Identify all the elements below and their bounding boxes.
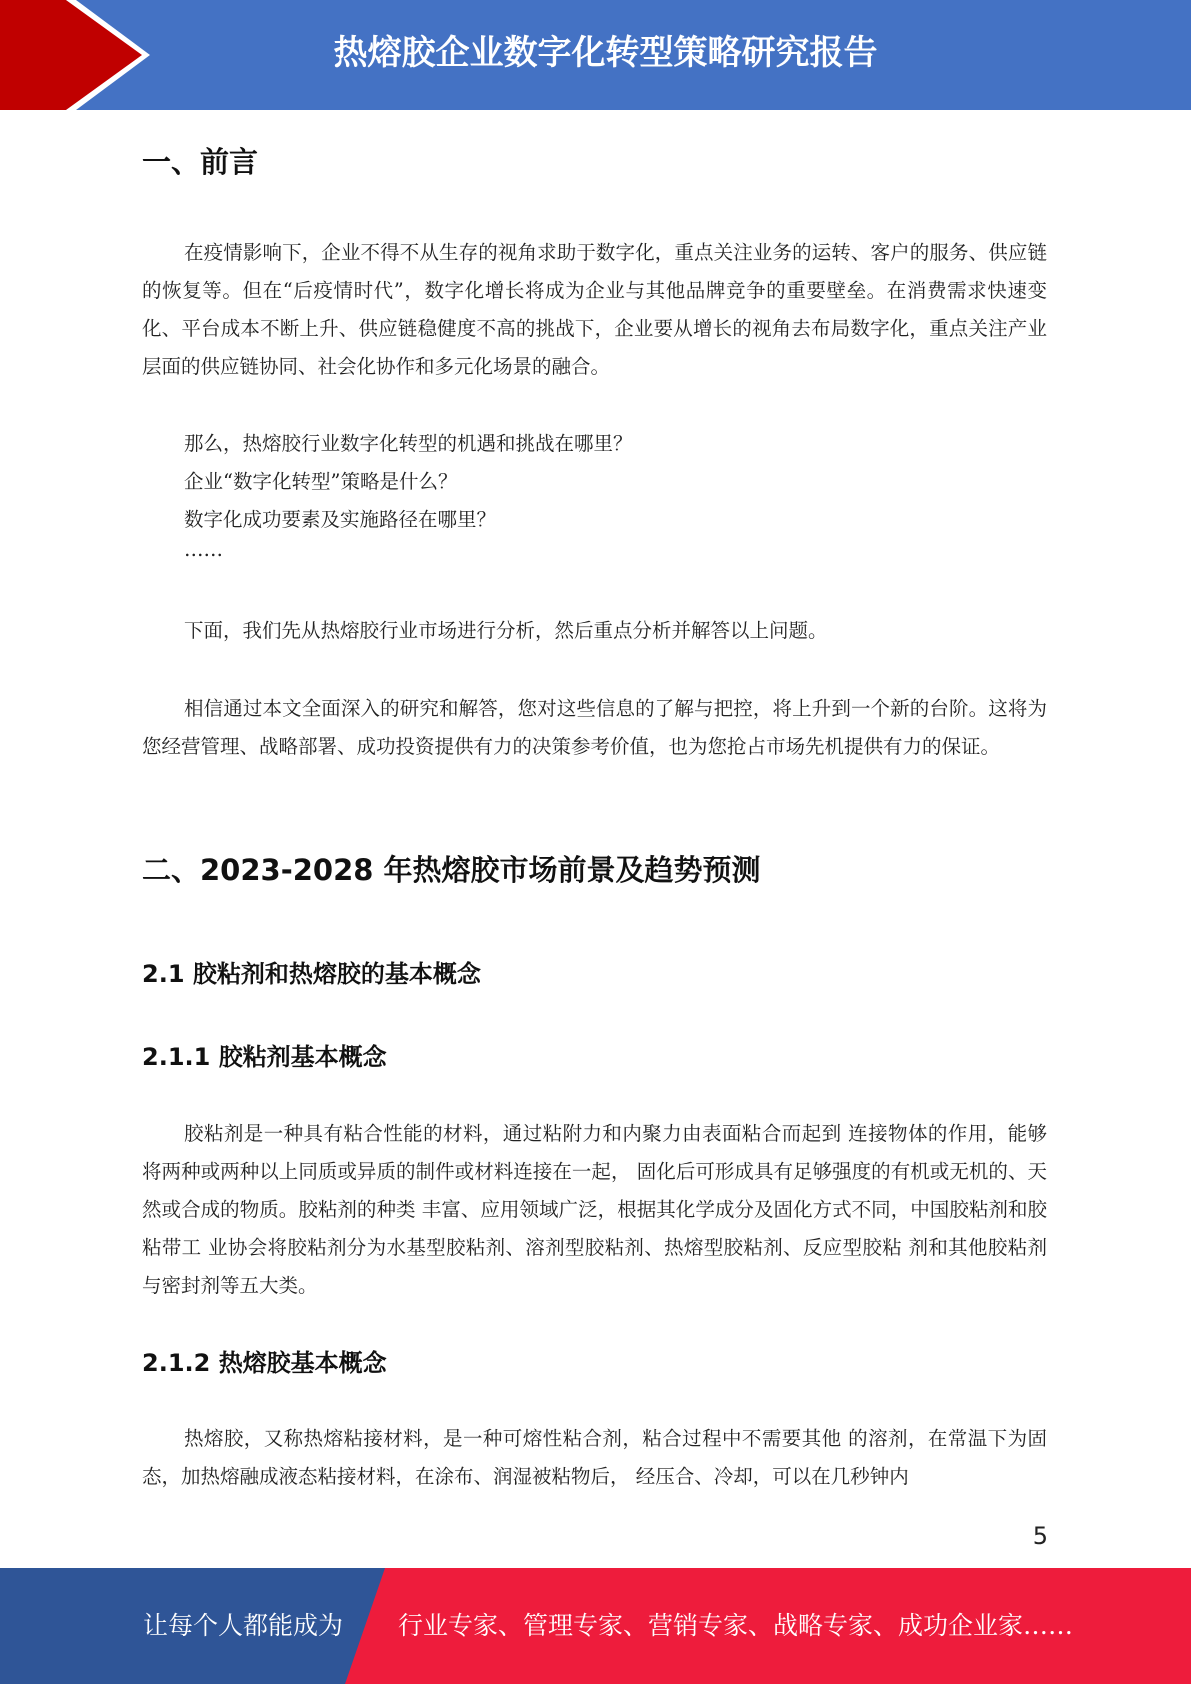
subsection-heading-2-1: 2.1 胶粘剂和热熔胶的基本概念 (142, 960, 481, 988)
section-heading-market: 二、2023-2028 年热熔胶市场前景及趋势预测 (142, 853, 761, 887)
subsection-heading-2-1-1: 2.1.1 胶粘剂基本概念 (142, 1043, 387, 1071)
question-ellipsis: …… (184, 538, 223, 561)
footer-slogan-left: 让每个人都能成为 (143, 1611, 344, 1640)
question-2: 企业“数字化转型”策略是什么？ (184, 470, 458, 493)
report-title: 热熔胶企业数字化转型策略研究报告 (333, 33, 878, 73)
page-header (0, 0, 1191, 110)
section-heading-preface: 一、前言 (142, 145, 259, 179)
question-3: 数字化成功要素及实施路径在哪里？ (184, 508, 497, 531)
preface-paragraph-3: 相信通过本文全面深入的研究和解答，您对这些信息的了解与把控，将上升到一个新的台阶。这将为您经营管理、战略部署、成功投资提供有力的决策参考价值，也为您抢占市场先机提供有力的保证。 (142, 697, 1047, 758)
footer-slogan-right: 行业专家、管理专家、营销专家、战略专家、成功企业家…… (398, 1611, 1074, 1640)
question-1: 那么，热熔胶行业数字化转型的机遇和挑战在哪里？ (184, 432, 633, 455)
page-footer (0, 1568, 1191, 1684)
adhesive-paragraph: 胶粘剂是一种具有粘合性能的材料，通过粘附力和内聚力由表面粘合而起到 连接物体的作用，能够将两种或两种以上同质或异质的制件或材料连接在一起， 固化后可形成具有足够强度的有机或无机的、天然或合成的物质。胶粘剂的种类 丰富、应用领域广泛，根据其化学成分及固化方式不同，中国胶粘剂和胶粘带工 业协会将胶粘剂分为水基型胶粘剂、溶剂型胶粘剂、热熔型胶粘剂、反应型胶粘 剂和其他胶粘剂与密封剂等五大类。 (142, 1122, 1047, 1297)
hotmelt-paragraph: 热熔胶，又称热熔粘接材料，是一种可熔性粘合剂，粘合过程中不需要其他 的溶剂，在常温下为固态，加热熔融成液态粘接材料，在涂布、润湿被粘物后， 经压合、冷却，可以在几秒钟内 (142, 1427, 1047, 1488)
subsection-heading-2-1-2: 2.1.2 热熔胶基本概念 (142, 1349, 387, 1377)
preface-paragraph-2: 下面，我们先从热熔胶行业市场进行分析，然后重点分析并解答以上问题。 (184, 619, 828, 642)
page-number: 5 (1032, 1522, 1048, 1550)
preface-paragraph-1: 在疫情影响下，企业不得不从生存的视角求助于数字化，重点关注业务的运转、客户的服务、供应链的恢复等。但在“后疫情时代”，数字化增长将成为企业与其他品牌竞争的重要壁垒。在消费需求快速变化、平台成本不断上升、供应链稳健度不高的挑战下，企业要从增长的视角去布局数字化，重点关注产业层面的供应链协同、社会化协作和多元化场景的融合。 (142, 241, 1047, 378)
